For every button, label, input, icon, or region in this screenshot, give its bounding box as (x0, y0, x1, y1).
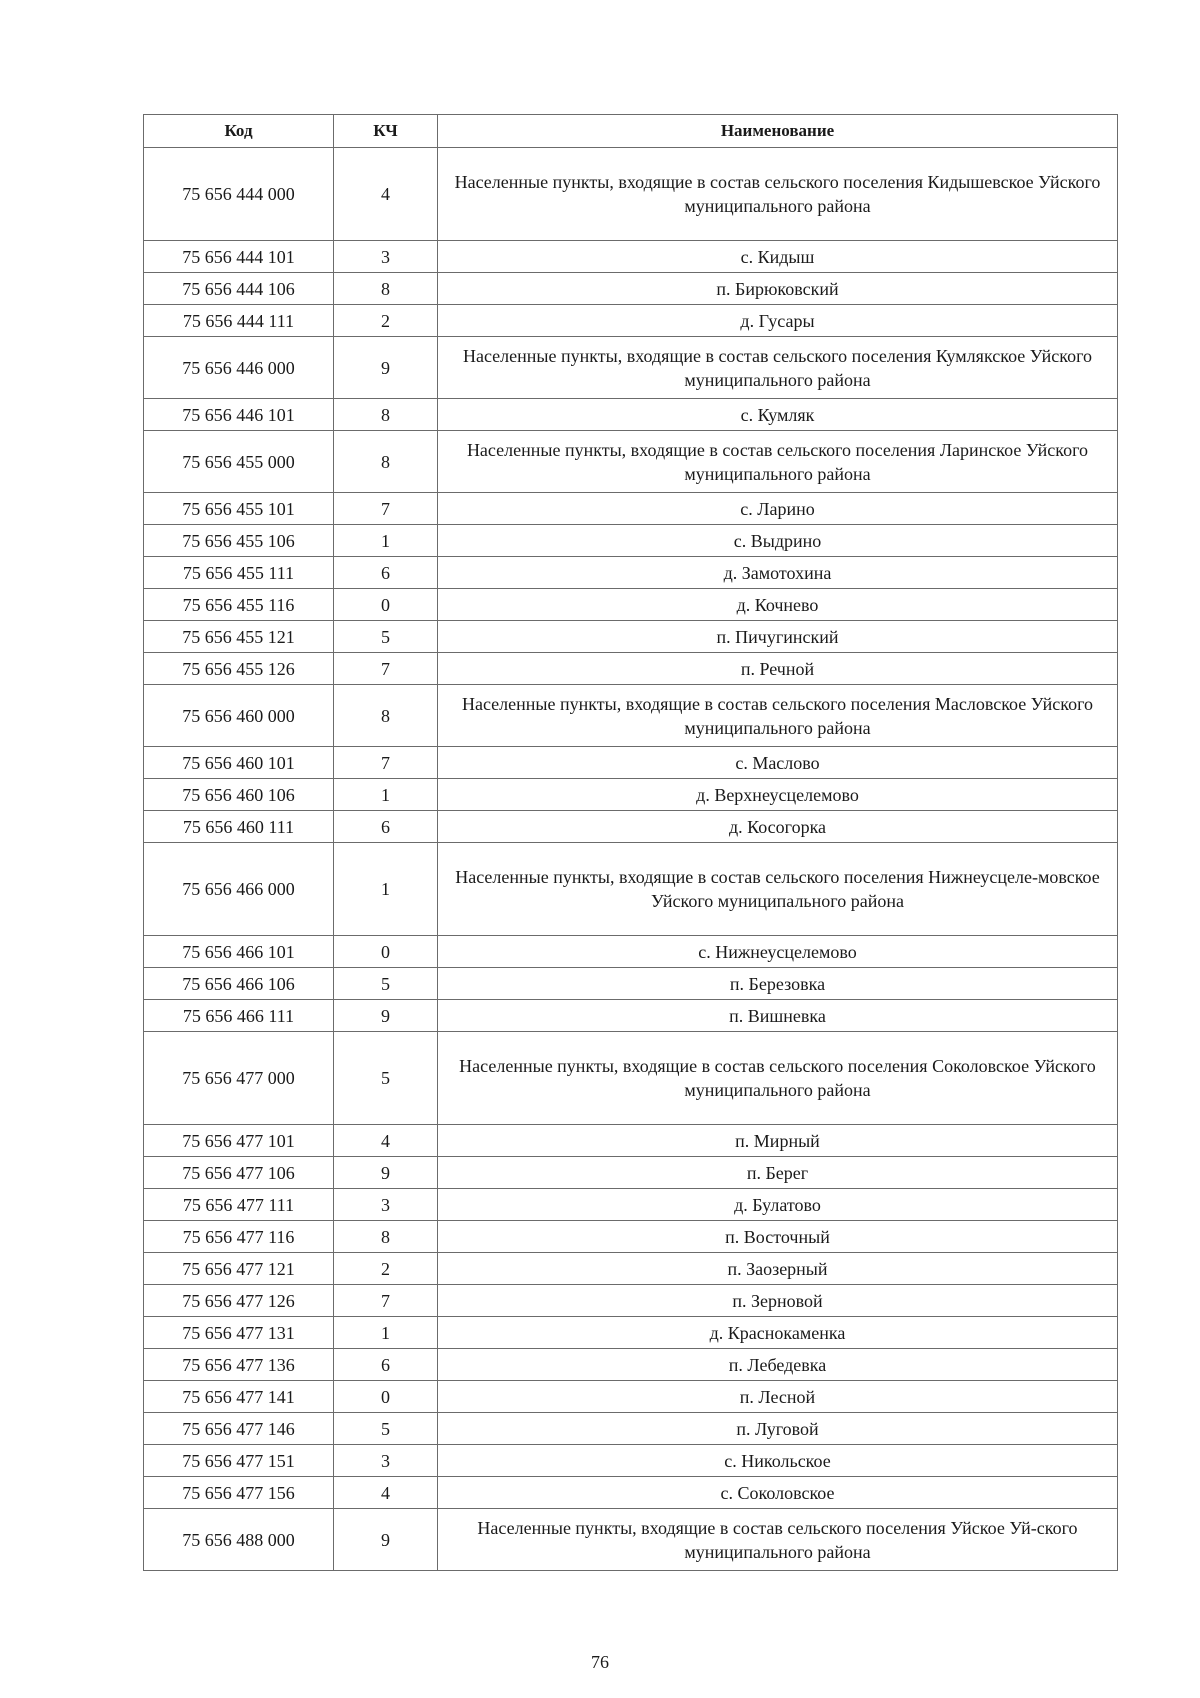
name-cell: с. Выдрино (438, 525, 1118, 557)
code-cell: 75 656 477 121 (144, 1253, 334, 1285)
table-row (144, 1317, 1118, 1349)
name-cell: п. Лесной (438, 1381, 1118, 1413)
table-row (144, 779, 1118, 811)
name-cell: Населенные пункты, входящие в состав сельского поселения Кумлякское Уйского муниципального района (438, 337, 1118, 399)
table-row (144, 621, 1118, 653)
code-cell: 75 656 444 111 (144, 305, 334, 337)
kch-cell: 6 (334, 557, 438, 589)
kch-cell: 7 (334, 493, 438, 525)
code-cell: 75 656 477 106 (144, 1157, 334, 1189)
table-row (144, 1032, 1118, 1125)
name-cell: д. Гусары (438, 305, 1118, 337)
table-row (144, 1285, 1118, 1317)
kch-cell: 8 (334, 685, 438, 747)
kch-cell: 4 (334, 1125, 438, 1157)
kch-cell: 1 (334, 1317, 438, 1349)
name-cell: с. Кидыш (438, 241, 1118, 273)
table-row (144, 589, 1118, 621)
table-row (144, 399, 1118, 431)
kch-cell: 1 (334, 843, 438, 936)
name-cell: п. Лебедевка (438, 1349, 1118, 1381)
kch-cell: 9 (334, 1509, 438, 1571)
kch-cell: 8 (334, 273, 438, 305)
table-row (144, 1509, 1118, 1571)
code-cell: 75 656 477 101 (144, 1125, 334, 1157)
kch-cell: 5 (334, 1032, 438, 1125)
table-header-row (144, 115, 1118, 148)
name-cell: п. Восточный (438, 1221, 1118, 1253)
code-cell: 75 656 488 000 (144, 1509, 334, 1571)
code-cell: 75 656 455 126 (144, 653, 334, 685)
table-row (144, 493, 1118, 525)
kch-cell: 8 (334, 399, 438, 431)
name-cell: п. Луговой (438, 1413, 1118, 1445)
table-row (144, 1157, 1118, 1189)
kch-cell: 8 (334, 431, 438, 493)
table-row (144, 1221, 1118, 1253)
name-cell: п. Бирюковский (438, 273, 1118, 305)
kch-cell: 0 (334, 589, 438, 621)
kch-cell: 5 (334, 968, 438, 1000)
kch-cell: 5 (334, 621, 438, 653)
kch-cell: 1 (334, 779, 438, 811)
code-cell: 75 656 455 111 (144, 557, 334, 589)
kch-cell: 7 (334, 1285, 438, 1317)
code-cell: 75 656 477 000 (144, 1032, 334, 1125)
table-row (144, 1125, 1118, 1157)
code-cell: 75 656 446 101 (144, 399, 334, 431)
table-row (144, 1253, 1118, 1285)
name-cell: п. Зерновой (438, 1285, 1118, 1317)
code-cell: 75 656 477 116 (144, 1221, 334, 1253)
table-row (144, 1000, 1118, 1032)
header-kch: КЧ (334, 115, 438, 148)
kch-cell: 7 (334, 653, 438, 685)
code-cell: 75 656 466 101 (144, 936, 334, 968)
table-row (144, 1189, 1118, 1221)
table-row (144, 305, 1118, 337)
table-row (144, 557, 1118, 589)
kch-cell: 9 (334, 337, 438, 399)
name-cell: д. Кочнево (438, 589, 1118, 621)
code-cell: 75 656 466 000 (144, 843, 334, 936)
kch-cell: 2 (334, 1253, 438, 1285)
code-cell: 75 656 477 151 (144, 1445, 334, 1477)
kch-cell: 7 (334, 747, 438, 779)
kch-cell: 3 (334, 1445, 438, 1477)
table-row (144, 148, 1118, 241)
name-cell: п. Мирный (438, 1125, 1118, 1157)
name-cell: Населенные пункты, входящие в состав сельского поселения Уйское Уй-ского муниципального района (438, 1509, 1118, 1571)
table-row (144, 653, 1118, 685)
code-cell: 75 656 444 101 (144, 241, 334, 273)
name-cell: п. Березовка (438, 968, 1118, 1000)
code-cell: 75 656 460 000 (144, 685, 334, 747)
table-row (144, 1349, 1118, 1381)
kch-cell: 0 (334, 936, 438, 968)
code-cell: 75 656 455 121 (144, 621, 334, 653)
code-cell: 75 656 455 000 (144, 431, 334, 493)
code-cell: 75 656 455 116 (144, 589, 334, 621)
code-cell: 75 656 477 111 (144, 1189, 334, 1221)
code-cell: 75 656 460 101 (144, 747, 334, 779)
table-row (144, 525, 1118, 557)
kch-cell: 2 (334, 305, 438, 337)
kch-cell: 1 (334, 525, 438, 557)
table-row (144, 431, 1118, 493)
name-cell: Населенные пункты, входящие в состав сельского поселения Масловское Уйского муниципального района (438, 685, 1118, 747)
name-cell: с. Никольское (438, 1445, 1118, 1477)
name-cell: с. Ларино (438, 493, 1118, 525)
name-cell: п. Заозерный (438, 1253, 1118, 1285)
kch-cell: 4 (334, 1477, 438, 1509)
code-cell: 75 656 466 106 (144, 968, 334, 1000)
name-cell: д. Краснокаменка (438, 1317, 1118, 1349)
name-cell: п. Вишневка (438, 1000, 1118, 1032)
kch-cell: 0 (334, 1381, 438, 1413)
table-row (144, 968, 1118, 1000)
okato-table (143, 114, 1118, 1571)
code-cell: 75 656 477 126 (144, 1285, 334, 1317)
table-row (144, 273, 1118, 305)
name-cell: д. Булатово (438, 1189, 1118, 1221)
kch-cell: 4 (334, 148, 438, 241)
code-cell: 75 656 444 000 (144, 148, 334, 241)
table-row (144, 843, 1118, 936)
kch-cell: 3 (334, 241, 438, 273)
code-cell: 75 656 455 101 (144, 493, 334, 525)
code-cell: 75 656 446 000 (144, 337, 334, 399)
kch-cell: 9 (334, 1157, 438, 1189)
code-cell: 75 656 460 106 (144, 779, 334, 811)
code-cell: 75 656 477 131 (144, 1317, 334, 1349)
name-cell: п. Речной (438, 653, 1118, 685)
name-cell: с. Соколовское (438, 1477, 1118, 1509)
kch-cell: 6 (334, 811, 438, 843)
table-row (144, 1477, 1118, 1509)
name-cell: с. Нижнеусцелемово (438, 936, 1118, 968)
name-cell: д. Замотохина (438, 557, 1118, 589)
code-cell: 75 656 477 146 (144, 1413, 334, 1445)
table-row (144, 811, 1118, 843)
kch-cell: 8 (334, 1221, 438, 1253)
table-row (144, 747, 1118, 779)
name-cell: п. Берег (438, 1157, 1118, 1189)
name-cell: с. Маслово (438, 747, 1118, 779)
page-number: 76 (591, 1652, 609, 1672)
kch-cell: 6 (334, 1349, 438, 1381)
name-cell: Населенные пункты, входящие в состав сельского поселения Кидышевское Уйского муниципального района (438, 148, 1118, 241)
name-cell: с. Кумляк (438, 399, 1118, 431)
code-cell: 75 656 477 141 (144, 1381, 334, 1413)
header-code: Код (144, 115, 334, 148)
code-cell: 75 656 455 106 (144, 525, 334, 557)
kch-cell: 9 (334, 1000, 438, 1032)
table-row (144, 1445, 1118, 1477)
name-cell: п. Пичугинский (438, 621, 1118, 653)
name-cell: Населенные пункты, входящие в состав сельского поселения Соколовское Уйского муниципального района (438, 1032, 1118, 1125)
header-name: Наименование (438, 115, 1118, 148)
name-cell: д. Косогорка (438, 811, 1118, 843)
table-row (144, 685, 1118, 747)
table-row (144, 936, 1118, 968)
table-row (144, 1381, 1118, 1413)
name-cell: Населенные пункты, входящие в состав сельского поселения Ларинское Уйского муниципального района (438, 431, 1118, 493)
table-row (144, 241, 1118, 273)
table-body (144, 148, 1118, 1571)
code-cell: 75 656 460 111 (144, 811, 334, 843)
kch-cell: 5 (334, 1413, 438, 1445)
code-cell: 75 656 466 111 (144, 1000, 334, 1032)
name-cell: Населенные пункты, входящие в состав сельского поселения Нижнеусцеле-мовское Уйского муниципального района (438, 843, 1118, 936)
code-cell: 75 656 444 106 (144, 273, 334, 305)
name-cell: д. Верхнеусцелемово (438, 779, 1118, 811)
code-cell: 75 656 477 136 (144, 1349, 334, 1381)
table-row (144, 337, 1118, 399)
kch-cell: 3 (334, 1189, 438, 1221)
table-row (144, 1413, 1118, 1445)
code-cell: 75 656 477 156 (144, 1477, 334, 1509)
